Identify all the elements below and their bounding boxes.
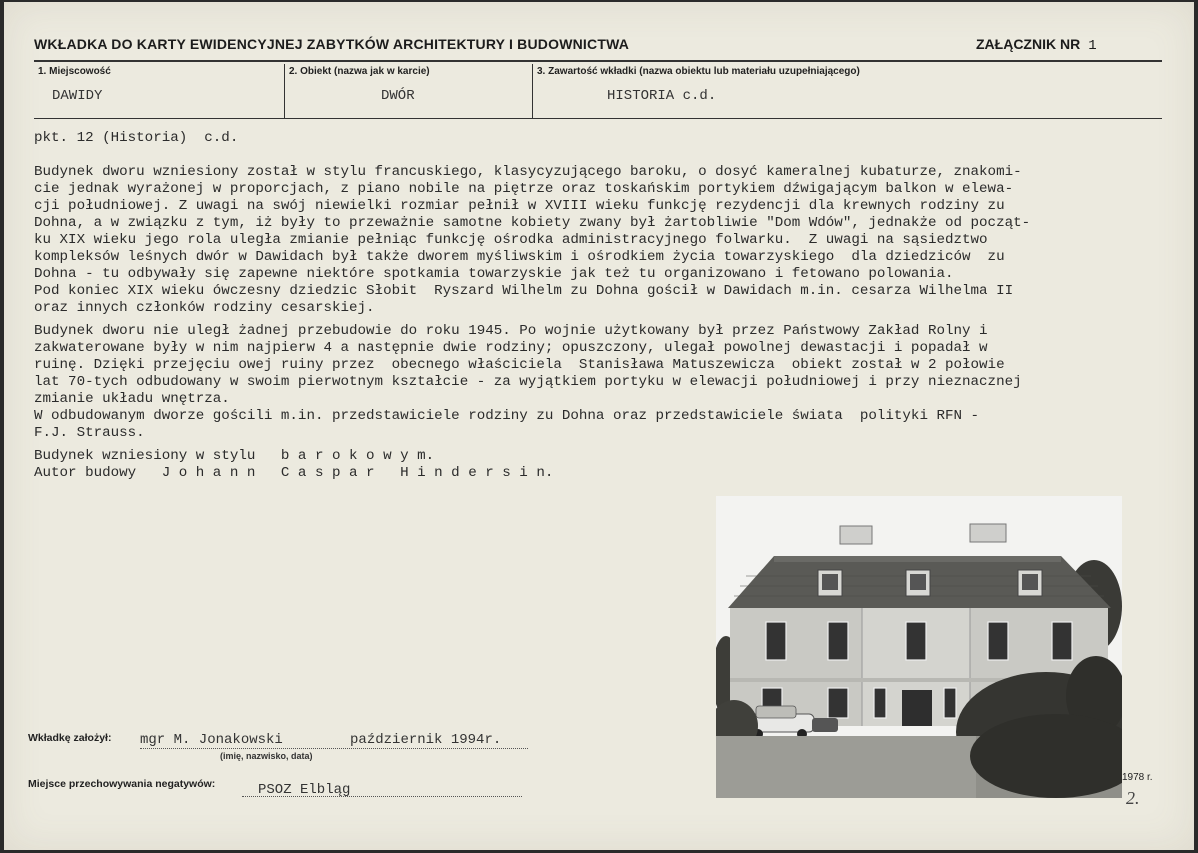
storage-dotted-line xyxy=(242,796,522,797)
text-line: oraz innych członków rodziny cesarskiej. xyxy=(34,300,375,316)
text-line: Budynek dworu nie uległ żadnej przebudowie do roku 1945. Po wojnie użytkowany był przez Państwowy Zakład Rolny i xyxy=(34,323,988,339)
manor-house-image xyxy=(716,496,1122,798)
text-line: Pod koniec XIX wieku ówczesny dziedzic Słobit Ryszard Wilhelm zu Dohna gościł w Dawidach m.in. cesarza Wilhelma II xyxy=(34,283,1014,299)
document-card xyxy=(4,2,1194,850)
paragraph-postwar xyxy=(34,323,1164,442)
text-line: Budynek wzniesiony w stylu b a r o k o w y m. xyxy=(34,448,435,464)
paragraph-style xyxy=(34,448,1164,482)
attachment-label: ZAŁĄCZNIK NR xyxy=(976,36,1081,52)
text-line: cji południowej. Z uwagi na swój niewielki rozmiar pełnił w XVIII wieku funkcję rezydencji dla krewnych rodziny zu xyxy=(34,198,1005,214)
manor-photo xyxy=(716,496,1122,798)
text-line: ku XIX wieku jego rola uległa zmianie pełniąc funkcję ośrodka administracyjnego folwarku. Z uwagi na sąsiedztwo xyxy=(34,232,988,248)
field-label: 1. Miejscowość xyxy=(38,66,111,77)
paragraph-history xyxy=(34,164,1164,317)
page-number: 2. xyxy=(1126,788,1140,808)
text-line: zakwaterowane były w nim najpierw 4 a następnie dwie rodziny; opuszczony, ulegał powolnej dewastacji i popadał w xyxy=(34,340,988,356)
header-fields xyxy=(34,64,1162,119)
field-label: 3. Zawartość wkładki (nazwa obiektu lub materiału uzupełniającego) xyxy=(537,66,860,77)
field-value: HISTORIA c.d. xyxy=(607,88,717,104)
photo-year: 1978 r. xyxy=(1122,772,1153,783)
author-value: mgr M. Jonakowski październik 1994r. xyxy=(140,732,502,748)
storage-value: PSOZ Elbląg xyxy=(258,782,351,798)
field-value: DAWIDY xyxy=(52,88,103,104)
field-value: DWÓR xyxy=(381,88,415,104)
text-line: lat 70-tych odbudowany w swoim pierwotnym kształcie - za wyjątkiem portyku w elewacji południowej i przy nieznacznej xyxy=(34,374,1022,390)
author-label: Wkładkę założył: xyxy=(28,732,112,744)
header-rule xyxy=(34,60,1162,62)
text-line: Dohna - tu odbywały się zapewne niektóre spotkamia towarzyskie jak też tu organizowano i fetowano polowania. xyxy=(34,266,954,282)
form-title: WKŁADKA DO KARTY EWIDENCYJNEJ ZABYTKÓW ARCHITEKTURY I BUDOWNICTWA xyxy=(34,36,630,52)
field-label: 2. Obiekt (nazwa jak w karcie) xyxy=(289,66,430,77)
storage-label: Miejsce przechowywania negatywów: xyxy=(28,778,216,790)
field-content xyxy=(532,64,1163,118)
text-line: Dohna, a w związku z tym, iż były to przeważnie samotne kobiety zwany był żartobliwie "Dom Wdów", jednakże od począt- xyxy=(34,215,1031,231)
text-line: Autor budowy J o h a n n C a s p a r H i n d e r s i n. xyxy=(34,465,554,481)
author-sublabel: (imię, nazwisko, data) xyxy=(220,751,313,761)
author-dotted-line xyxy=(140,748,528,749)
text-line: W odbudowanym dworze gościli m.in. przedstawiciele rodziny zu Dohna oraz przedstawiciele świata polityki RFN - xyxy=(34,408,980,424)
text-line: ruinę. Dzięki przejęciu owej ruiny przez obecnego właściciela Stanisława Matuszewicza obiekt został w 2 połowie xyxy=(34,357,1005,373)
field-object xyxy=(284,64,531,118)
text-line: kompleksów leśnych dwór w Dawidach był także dworem myśliwskim i ośrodkiem życia towarzyskiego dla dziedziców zu xyxy=(34,249,1005,265)
text-line: cie jednak wyrażonej w proporcjach, z piano nobile na piętrze oraz toskańskim portykiem dźwigającym balkon w elewa- xyxy=(34,181,1014,197)
section-title: pkt. 12 (Historia) c.d. xyxy=(34,130,239,146)
text-line: F.J. Strauss. xyxy=(34,425,145,441)
field-locality xyxy=(34,64,282,118)
text-line: zmianie układu wnętrza. xyxy=(34,391,230,407)
attachment-number-value: 1 xyxy=(1088,38,1097,54)
attachment-number xyxy=(976,36,1097,54)
typed-text xyxy=(34,130,1164,482)
text-line: Budynek dworu wzniesiony został w stylu francuskiego, klasycyzującego baroku, o dosyć kameralnej kubaturze, znakomi- xyxy=(34,164,1022,180)
